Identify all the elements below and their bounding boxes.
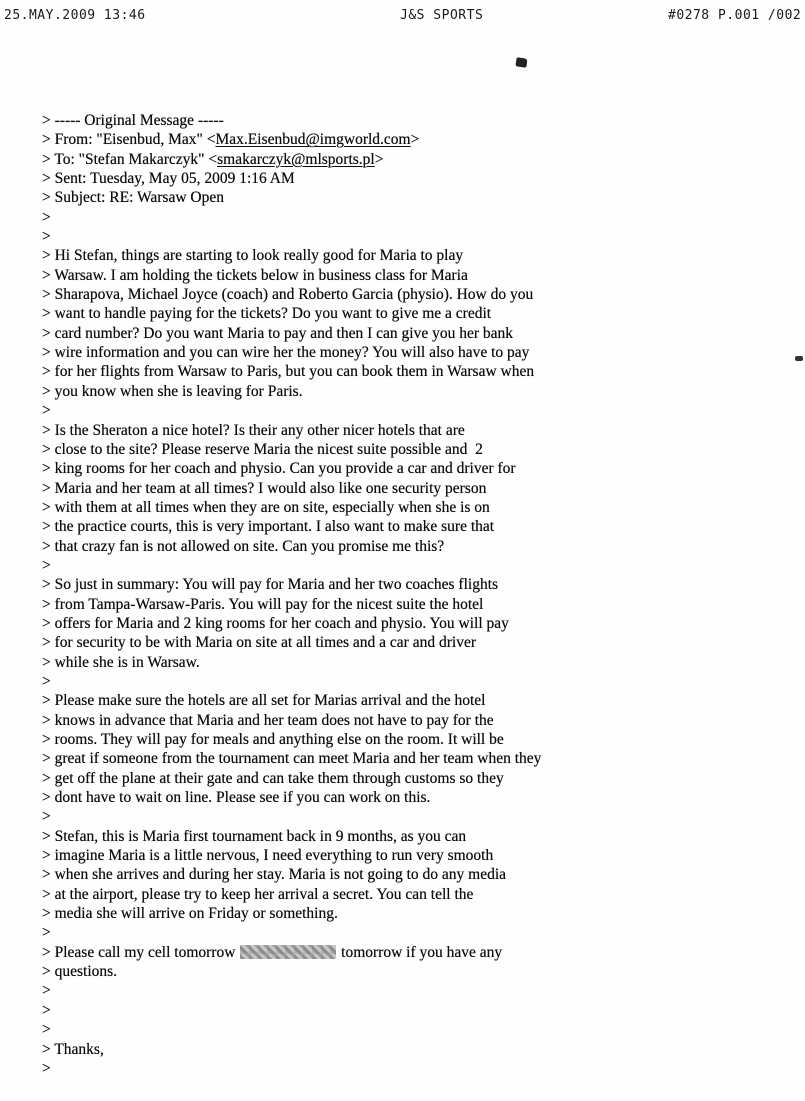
email-line: > xyxy=(42,672,51,690)
scan-artifact xyxy=(515,57,527,67)
email-line: > xyxy=(42,808,51,826)
email-line: > media she will arrive on Friday or something. xyxy=(42,905,338,923)
email-line: > get off the plane at their gate and can take them through customs so they xyxy=(42,769,504,787)
closing-lines xyxy=(42,962,782,1078)
email-line: > knows in advance that Maria and her team does not have to pay for the xyxy=(42,711,494,729)
email-line: > for her flights from Warsaw to Paris, but you can book them in Warsaw when xyxy=(42,363,535,381)
scan-artifact xyxy=(795,356,803,361)
email-line: > dont have to wait on line. Please see if you can work on this. xyxy=(42,789,431,807)
email-line: > xyxy=(42,1001,51,1019)
email-line: > close to the site? Please reserve Maria the nicest suite possible and 2 xyxy=(42,440,483,458)
email-line: > Is the Sheraton a nice hotel? Is their any other nicer hotels that are xyxy=(42,421,465,439)
from-suffix: > xyxy=(410,131,420,149)
email-line: > that crazy fan is not allowed on site. Can you promise me this? xyxy=(42,537,445,555)
to-label: > To: "Stefan Makarczyk" < xyxy=(42,150,218,168)
email-body xyxy=(42,111,782,1078)
email-line: > at the airport, please try to keep her arrival a secret. You can tell the xyxy=(42,885,474,903)
email-line: > Warsaw. I am holding the tickets below in business class for Maria xyxy=(42,266,468,284)
email-line: > wire information and you can wire her the money? You will also have to pay xyxy=(42,344,530,362)
to-line xyxy=(42,150,782,169)
email-line: > card number? Do you want Maria to pay and then I can give you her bank xyxy=(42,324,514,342)
email-line: > king rooms for her coach and physio. Can you provide a car and driver for xyxy=(42,460,516,478)
email-line: > questions. xyxy=(42,963,118,981)
email-line: > Sharapova, Michael Joyce (coach) and Roberto Garcia (physio). How do you xyxy=(42,286,534,304)
email-line: > So just in summary: You will pay for Maria and her two coaches flights xyxy=(42,576,499,594)
fax-timestamp: 25.MAY.2009 13:46 xyxy=(4,8,146,23)
to-email-address: smakarczyk@mlsports.pl xyxy=(217,150,375,168)
email-line: > for security to be with Maria on site at all times and a car and driver xyxy=(42,634,476,652)
original-message-separator: > ----- Original Message ----- xyxy=(42,112,224,129)
email-line: > Please make sure the hotels are all set for Marias arrival and the hotel xyxy=(42,692,486,710)
email-line: > xyxy=(42,924,51,942)
email-line: > Stefan, this is Maria first tournament back in 9 months, as you can xyxy=(42,827,467,845)
fax-sender-name: J&S SPORTS xyxy=(400,8,484,23)
email-line: > while she is in Warsaw. xyxy=(42,653,200,671)
from-line xyxy=(42,130,782,149)
email-line: > the practice courts, this is very important. I also want to make sure that xyxy=(42,518,495,536)
from-label: > From: "Eisenbud, Max" < xyxy=(42,131,216,149)
call-line-after: tomorrow if you have any xyxy=(337,943,503,961)
email-line: > imagine Maria is a little nervous, I need everything to run very smooth xyxy=(42,847,494,865)
email-line: > xyxy=(42,1059,51,1077)
email-line: > Maria and her team at all times? I would also like one security person xyxy=(42,479,487,497)
email-line: > xyxy=(42,1021,51,1039)
to-suffix: > xyxy=(374,150,384,168)
redacted-phone-number xyxy=(240,945,336,959)
email-line: > you know when she is leaving for Paris. xyxy=(42,382,303,400)
fax-header xyxy=(0,8,805,28)
body-lines xyxy=(42,208,782,943)
fax-page-number: #0278 P.001 /002 xyxy=(668,8,802,23)
email-line: > great if someone from the tournament can meet Maria and her team when they xyxy=(42,750,542,768)
subject-line: > Subject: RE: Warsaw Open xyxy=(42,189,224,207)
sent-line: > Sent: Tuesday, May 05, 2009 1:16 AM xyxy=(42,170,295,188)
email-line: > Hi Stefan, things are starting to look really good for Maria to play xyxy=(42,247,464,265)
email-line: > when she arrives and during her stay. Maria is not going to do any media xyxy=(42,866,507,884)
email-line: > offers for Maria and 2 king rooms for her coach and physio. You will pay xyxy=(42,614,509,632)
email-line: > from Tampa-Warsaw-Paris. You will pay for the nicest suite the hotel xyxy=(42,595,484,613)
call-line-before: > Please call my cell tomorrow xyxy=(42,943,240,961)
call-line xyxy=(42,943,782,962)
email-line: > xyxy=(42,228,51,246)
email-line: > with them at all times when they are on site, especially when she is on xyxy=(42,498,490,516)
email-line: > Thanks, xyxy=(42,1040,104,1058)
from-email-address: Max.Eisenbud@imgworld.com xyxy=(215,131,411,149)
email-line: > want to handle paying for the tickets? Do you want to give me a credit xyxy=(42,305,492,323)
email-line: > xyxy=(42,208,51,226)
email-line: > rooms. They will pay for meals and anything else on the room. It will be xyxy=(42,731,504,748)
email-line: > xyxy=(42,982,51,1000)
email-line: > xyxy=(42,556,51,574)
email-line: > xyxy=(42,402,51,420)
